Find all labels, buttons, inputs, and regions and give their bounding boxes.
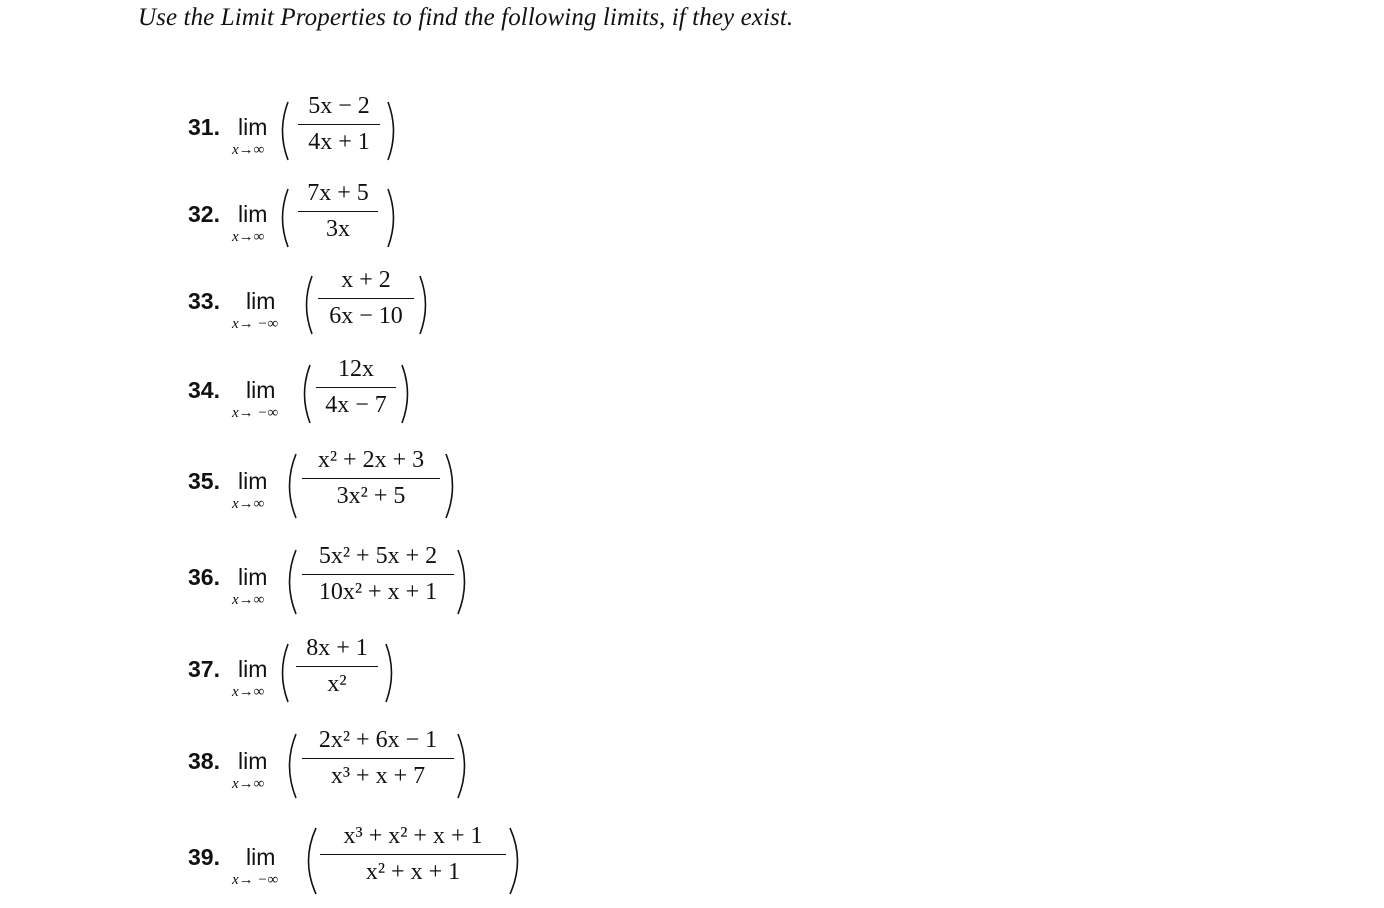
left-paren-icon (276, 187, 290, 249)
fraction (298, 179, 378, 243)
problem-number: 31. (188, 114, 220, 140)
limit-approach: x→∞ (232, 592, 265, 608)
numerator: 8x + 1 (306, 635, 368, 661)
limit-approach: x→∞ (232, 496, 265, 512)
denominator: 4x − 7 (325, 392, 387, 419)
numerator: 5x² + 5x + 2 (318, 543, 438, 569)
left-paren-icon (298, 363, 312, 425)
limit-approach: x→ −∞ (232, 316, 279, 332)
right-paren-icon (384, 642, 398, 704)
fraction (302, 446, 440, 510)
limit-operator: lim (238, 468, 268, 494)
problem-number: 32. (188, 201, 220, 227)
left-paren-icon (276, 642, 290, 704)
fraction (302, 726, 454, 790)
right-paren-icon (386, 187, 400, 249)
fraction (296, 634, 378, 698)
fraction (318, 266, 414, 330)
problem-number: 34. (188, 377, 220, 403)
fraction-bar (302, 478, 440, 479)
right-paren-icon (400, 363, 414, 425)
numerator: x² + 2x + 3 (317, 447, 425, 473)
limit-operator: lim (238, 564, 268, 590)
limit-approach: x→∞ (232, 684, 265, 700)
limit-operator: lim (246, 377, 276, 403)
right-paren-icon (418, 274, 432, 336)
fraction-bar (298, 124, 380, 125)
fraction (302, 542, 454, 606)
fraction (320, 822, 506, 886)
right-paren-icon (386, 100, 400, 162)
instruction-text: Use the Limit Properties to find the following limits, if they exist. (138, 4, 794, 31)
problem-number: 39. (188, 844, 220, 870)
limit-operator: lim (238, 656, 268, 682)
right-paren-icon (444, 452, 460, 520)
limit-operator: lim (238, 201, 268, 227)
fraction-bar (296, 666, 378, 667)
left-paren-icon (276, 100, 290, 162)
left-paren-icon (282, 452, 298, 520)
limit-approach: x→ −∞ (232, 405, 279, 421)
right-paren-icon (456, 548, 472, 616)
fraction (298, 92, 380, 156)
left-paren-icon (282, 732, 298, 800)
fraction-bar (320, 854, 506, 855)
problem-number: 35. (188, 468, 220, 494)
limit-operator: lim (238, 748, 268, 774)
limit-operator: lim (246, 288, 276, 314)
left-paren-icon (300, 826, 318, 896)
fraction-bar (298, 211, 378, 212)
denominator: x² + x + 1 (365, 859, 461, 886)
numerator: x + 2 (341, 267, 391, 293)
denominator: x² (327, 671, 347, 698)
denominator: 4x + 1 (308, 129, 370, 156)
limit-operator: lim (246, 844, 276, 870)
denominator: 3x² + 5 (336, 483, 406, 510)
denominator: 6x − 10 (329, 303, 403, 330)
left-paren-icon (300, 274, 314, 336)
denominator: 3x (326, 216, 350, 243)
limit-approach: x→ −∞ (232, 872, 279, 888)
problem-number: 33. (188, 288, 220, 314)
numerator: 12x (338, 356, 374, 382)
limit-operator: lim (238, 114, 268, 140)
problem-number: 36. (188, 564, 220, 590)
fraction (316, 355, 396, 419)
denominator: 10x² + x + 1 (318, 579, 438, 606)
problem-number: 38. (188, 748, 220, 774)
fraction-bar (318, 298, 414, 299)
fraction-bar (302, 574, 454, 575)
limit-approach: x→∞ (232, 229, 265, 245)
right-paren-icon (456, 732, 472, 800)
denominator: x³ + x + 7 (330, 763, 426, 790)
numerator: 7x + 5 (307, 180, 369, 206)
right-paren-icon (508, 826, 526, 896)
limit-approach: x→∞ (232, 142, 265, 158)
numerator: 2x² + 6x − 1 (318, 727, 438, 753)
left-paren-icon (282, 548, 298, 616)
fraction-bar (316, 387, 396, 388)
numerator: x³ + x² + x + 1 (343, 823, 483, 849)
fraction-bar (302, 758, 454, 759)
limit-approach: x→∞ (232, 776, 265, 792)
numerator: 5x − 2 (308, 93, 370, 119)
problem-number: 37. (188, 656, 220, 682)
